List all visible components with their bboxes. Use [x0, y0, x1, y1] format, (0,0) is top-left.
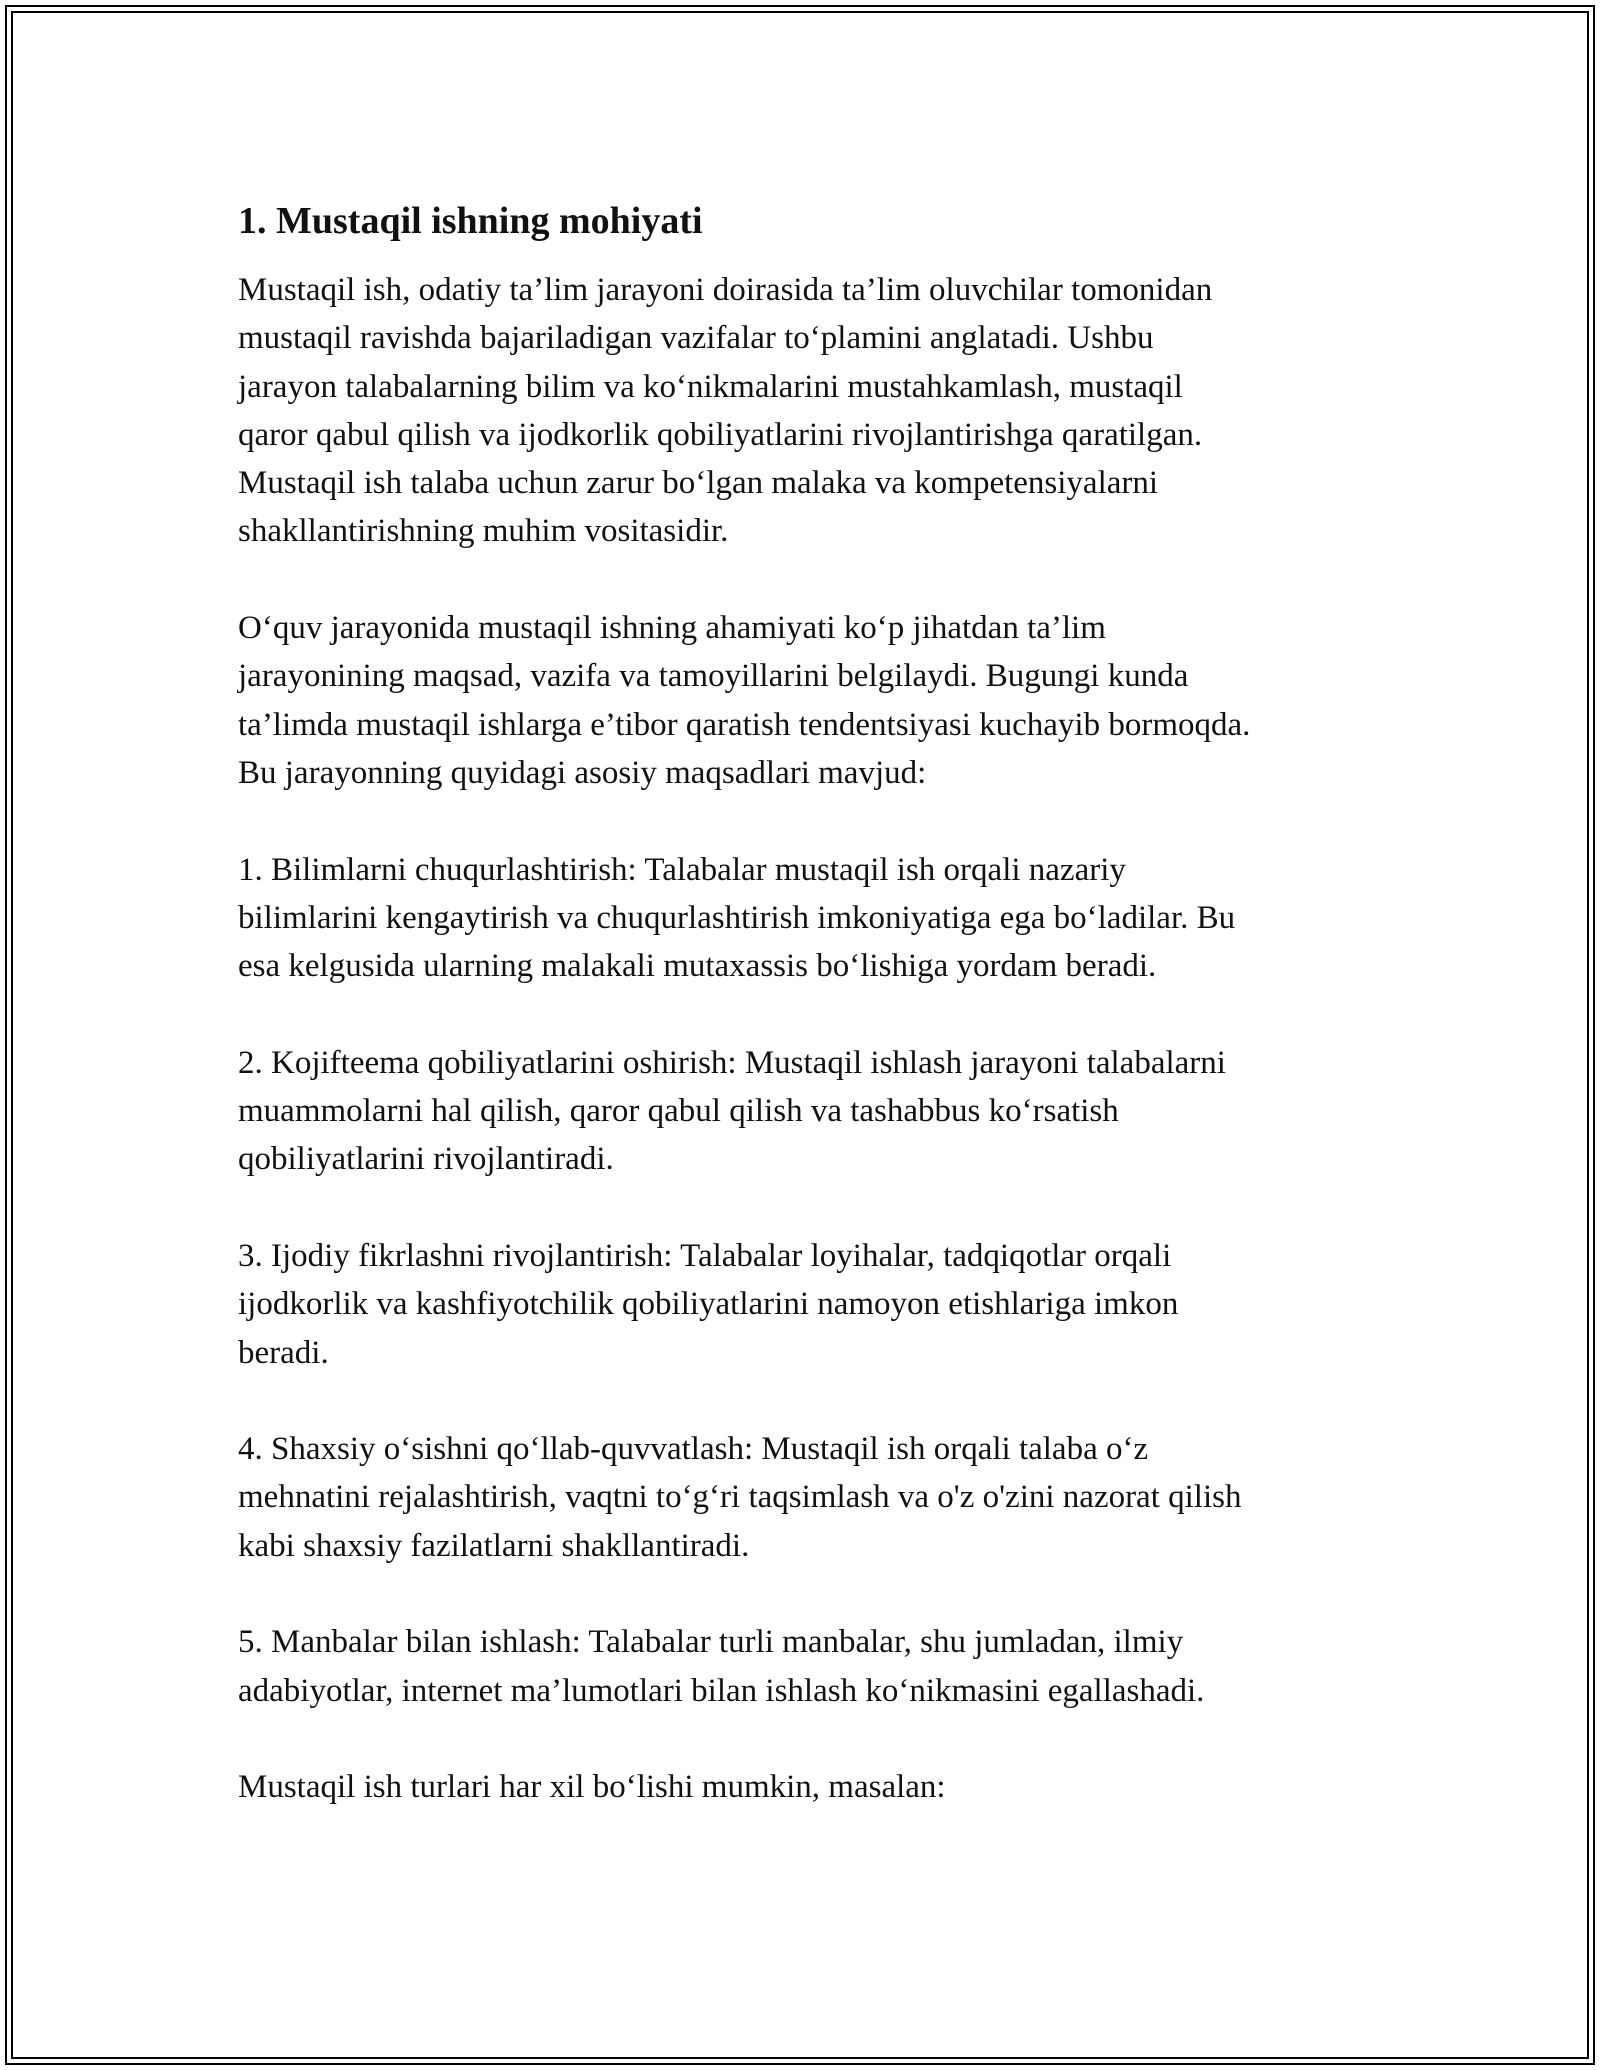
- text-line: 1. Bilimlarni chuqurlashtirish: Talabalar mustaqil ish orqali nazariy: [238, 851, 1126, 888]
- text-line: Bu jarayonning quyidagi asosiy maqsadlari mavjud:: [238, 754, 927, 791]
- text-line: jarayon talabalarning bilim va ko‘nikmalarini mustahkamlash, mustaqil: [238, 368, 1183, 405]
- text-line: 2. Kojifteema qobiliyatlarini oshirish: Mustaqil ishlash jarayoni talabalarni: [238, 1044, 1226, 1081]
- text-line: kabi shaxsiy fazilatlarni shakllantiradi.: [238, 1527, 750, 1564]
- text-line: muammolarni hal qilish, qaror qabul qilish va tashabbus ko‘rsatish: [238, 1093, 1119, 1130]
- list-item-1: [238, 846, 1413, 991]
- text-line: qobiliyatlarini rivojlantiradi.: [238, 1141, 614, 1178]
- text-line: jarayonining maqsad, vazifa va tamoyillarini belgilaydi. Bugungi kunda: [238, 658, 1189, 695]
- paragraph-types-intro: [238, 1763, 1413, 1811]
- text-line: Mustaqil ish turlari har xil bo‘lishi mumkin, masalan:: [238, 1769, 946, 1806]
- text-line: Mustaqil ish talaba uchun zarur bo‘lgan malaka va kompetensiyalarni: [238, 465, 1159, 502]
- text-line: shakllantirishning muhim vositasidir.: [238, 513, 729, 550]
- text-line: 4. Shaxsiy o‘sishni qo‘llab-quvvatlash: Mustaqil ish orqali talaba o‘z: [238, 1431, 1149, 1468]
- page-border-outer: [5, 5, 1595, 2065]
- text-line: O‘quv jarayonida mustaqil ishning ahamiyati ko‘p jihatdan ta’lim: [238, 610, 1106, 647]
- text-line: 3. Ijodiy fikrlashni rivojlantirish: Talabalar loyihalar, tadqiqotlar orqali: [238, 1237, 1172, 1274]
- text-line: mehnatini rejalashtirish, vaqtni to‘g‘ri taqsimlash va o'z o'zini nazorat qilish: [238, 1479, 1242, 1516]
- section-heading: 1. Mustaqil ishning mohiyati: [238, 200, 703, 242]
- document-body: [238, 196, 1413, 1860]
- text-line: adabiyotlar, internet ma’lumotlari bilan ishlash ko‘nikmasini egallashadi.: [238, 1672, 1205, 1709]
- text-line: 5. Manbalar bilan ishlash: Talabalar turli manbalar, shu jumladan, ilmiy: [238, 1624, 1184, 1661]
- text-line: Mustaqil ish, odatiy ta’lim jarayoni doirasida ta’lim oluvchilar tomonidan: [238, 272, 1213, 308]
- text-line: esa kelgusida ularning malakali mutaxassis bo‘lishiga yordam beradi.: [238, 948, 1157, 985]
- text-line: beradi.: [238, 1334, 329, 1371]
- list-item-3: [238, 1232, 1413, 1377]
- text-line: qaror qabul qilish va ijodkorlik qobiliyatlarini rivojlantirishga qaratilgan.: [238, 416, 1203, 453]
- list-item-2: [238, 1039, 1413, 1184]
- page-border-inner: [11, 11, 1589, 2059]
- text-line: ta’limda mustaqil ishlarga e’tibor qaratish tendentsiyasi kuchayib bormoqda.: [238, 706, 1251, 743]
- text-line: bilimlarini kengaytirish va chuqurlashtirish imkoniyatiga ega bo‘ladilar. Bu: [238, 899, 1236, 936]
- paragraph-intro: [238, 266, 1413, 556]
- list-item-4: [238, 1425, 1413, 1570]
- text-line: mustaqil ravishda bajariladigan vazifalar to‘plamini anglatadi. Ushbu: [238, 320, 1154, 357]
- text-line: ijodkorlik va kashfiyotchilik qobiliyatlarini namoyon etishlariga imkon: [238, 1286, 1179, 1323]
- list-item-5: [238, 1618, 1413, 1715]
- paragraph-importance: [238, 604, 1413, 797]
